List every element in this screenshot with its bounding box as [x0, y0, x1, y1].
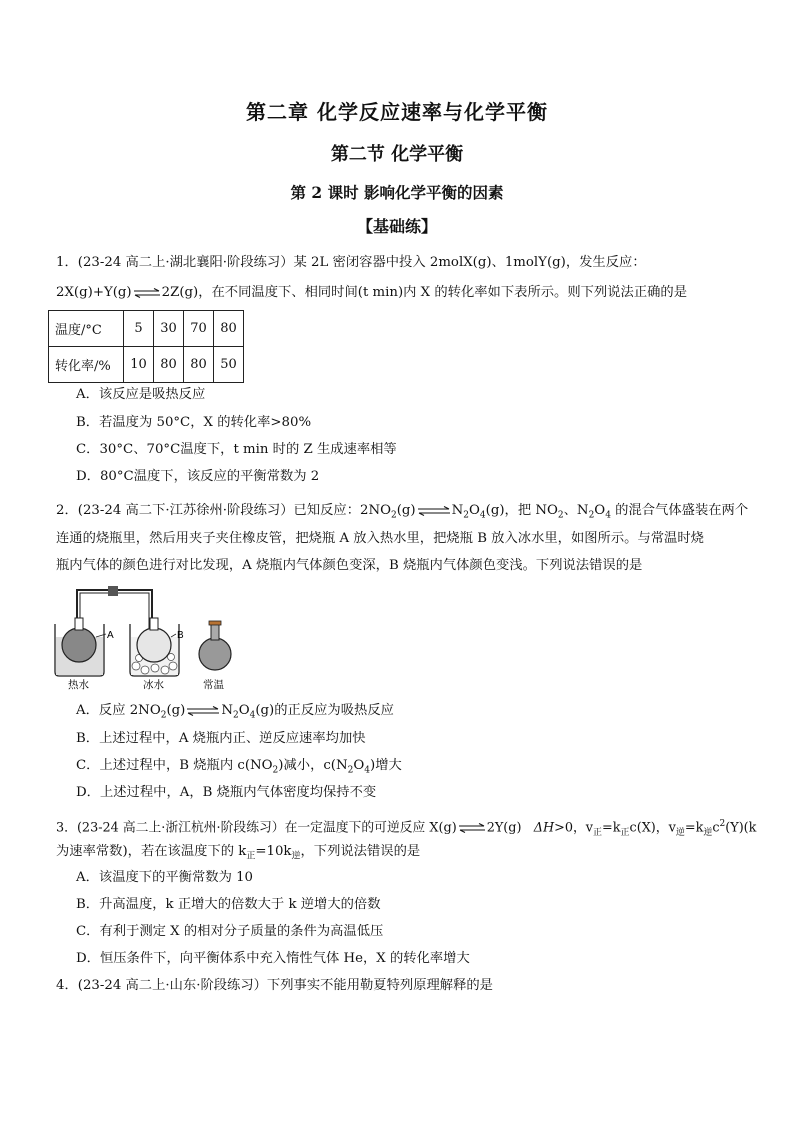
stopper-icon	[209, 621, 221, 625]
q3-text: c	[712, 820, 720, 836]
section-title: 第二节 化学平衡	[330, 144, 464, 165]
q2-text: (g)	[396, 503, 416, 518]
q3-line2	[56, 843, 420, 866]
q3-option-d: D．恒压条件下，向平衡体系中充入惰性气体 He，X 的转化率增大	[76, 951, 470, 966]
table-cell: 10	[124, 347, 154, 383]
label-room-temp: 常温	[203, 679, 224, 691]
q2-text: )增大	[370, 758, 402, 773]
equilibrium-arrow-icon	[185, 706, 221, 716]
q1-option-c: C．30°C、70°C温度下，t min 时的 Z 生成速率相等	[76, 442, 397, 457]
subscript: 逆	[703, 827, 713, 838]
subscript: 正	[620, 827, 630, 838]
table-cell: 30	[154, 311, 184, 347]
table-cell: 80	[214, 311, 244, 347]
q2-text: O	[353, 758, 365, 773]
q2-text: N	[221, 703, 233, 718]
superscript: 2	[719, 819, 726, 829]
q1-option-d: D．80°C温度下，该反应的平衡常数为 2	[76, 469, 320, 484]
subscript: 2	[463, 510, 469, 521]
table-cell: 80	[154, 347, 184, 383]
flask-b	[137, 628, 171, 662]
q1-option-b: B．若温度为 50°C，X 的转化率>80%	[76, 415, 312, 430]
label-b: B	[177, 630, 184, 641]
table-cell: 80	[184, 347, 214, 383]
table-row	[49, 311, 244, 347]
flask-b-neck	[150, 618, 158, 630]
subscript: 2	[557, 510, 564, 521]
flask-a	[62, 628, 96, 662]
q3-text: (Y)(k	[725, 820, 757, 836]
q1-line1: 1．(23-24 高二上·湖北襄阳·阶段练习）某 2L 密闭容器中投入 2molX(g)、1molY(g)，发生反应：	[56, 255, 646, 270]
equilibrium-arrow-icon	[457, 823, 487, 833]
subscript: 4	[249, 710, 256, 721]
q2-text: C．上述过程中，B 烧瓶内 c(NO	[76, 758, 273, 773]
subscript: 4	[479, 510, 486, 521]
connecting-tube	[77, 590, 152, 634]
q2-option-d: D．上述过程中，A，B 烧瓶内气体密度均保持不变	[76, 785, 377, 800]
q1-option-a: A．该反应是吸热反应	[76, 387, 206, 402]
equilibrium-arrow-icon	[132, 288, 162, 298]
q2-line1	[56, 502, 748, 525]
q2-text: 的混合气体盛装在两个	[610, 503, 749, 518]
subscript: 2	[272, 765, 279, 776]
subscript: 正	[593, 827, 603, 838]
q2-text: (g)的正反应为吸热反应	[255, 703, 394, 718]
q3-option-a: A．该温度下的平衡常数为 10	[76, 870, 254, 885]
table-cell: 70	[184, 311, 214, 347]
q3-option-b: B．升高温度，k 正增大的倍数大于 k 逆增大的倍数	[76, 897, 381, 912]
subscript: 逆	[675, 827, 685, 838]
table-cell: 转化率/%	[49, 347, 124, 383]
subscript: 2	[588, 510, 595, 521]
q1-line2	[56, 284, 687, 302]
q2-option-c	[76, 757, 402, 780]
exercise-label: 【基础练】	[356, 217, 437, 236]
subscript: 正	[246, 851, 256, 862]
q3-line1	[56, 815, 756, 842]
lesson-title: 第 2 课时 影响化学平衡的因素	[290, 183, 504, 202]
chapter-title: 第二章 化学反应速率与化学平衡	[246, 100, 548, 124]
table-row	[49, 347, 244, 383]
q2-text: (g)	[166, 703, 186, 718]
q3-text: =k	[684, 820, 704, 836]
table-cell: 温度/°C	[49, 311, 124, 347]
q2-text: O	[238, 703, 250, 718]
q2-text: )减小，c(N	[278, 758, 348, 773]
q2-text: 2．(23-24 高二下·江苏徐州·阶段练习）已知反应：2NO	[56, 503, 391, 518]
q2-text: 、N	[563, 503, 589, 518]
q3-text: >0，v	[554, 820, 594, 836]
table-cell: 50	[214, 347, 244, 383]
clamp-icon	[108, 586, 118, 596]
label-a: A	[107, 630, 114, 641]
label-ice-water: 冰水	[143, 679, 164, 691]
flask-a-neck	[75, 618, 83, 630]
q2-text: N	[451, 503, 464, 518]
equilibrium-arrow-icon	[416, 506, 452, 516]
subscript: 4	[364, 765, 371, 776]
subscript: 逆	[291, 851, 301, 862]
subscript: 2	[232, 710, 239, 721]
q2-text: O	[469, 503, 480, 518]
q3-text: ，下列说法错误的是	[300, 844, 421, 859]
q3-text: ΔH	[533, 820, 555, 836]
flask-room	[199, 638, 231, 670]
subscript: 2	[391, 510, 397, 521]
q2-text: A．反应 2NO	[76, 703, 161, 718]
q3-text: =10k	[255, 844, 292, 859]
q2-text: (g)，把 NO	[485, 503, 558, 518]
connecting-tube-inner	[80, 593, 149, 634]
q3-text: 为速率常数)，若在该温度下的 k	[56, 844, 247, 859]
table-cell: 5	[124, 311, 154, 347]
q1-equation-right: 2Z(g)，在不同温度下、相同时间(t min)内 X 的转化率如下表所示。则下列说法正确的是	[161, 285, 687, 300]
q2-option-b: B．上述过程中，A 烧瓶内正、逆反应速率均加快	[76, 731, 366, 746]
subscript: 2	[160, 710, 167, 721]
q3-text: c(X)，v	[629, 820, 676, 836]
q2-text: O	[594, 503, 606, 518]
q2-option-a	[76, 702, 394, 725]
conversion-table	[48, 310, 244, 383]
q1-equation-left: 2X(g)+Y(g)	[56, 285, 132, 300]
q2-line2: 连通的烧瓶里，然后用夹子夹住橡皮管，把烧瓶 A 放入热水里，把烧瓶 B 放入冰水里，如图所示。与常温时烧	[56, 531, 704, 546]
q2-line3: 瓶内气体的颜色进行对比发现，A 烧瓶内气体颜色变深，B 烧瓶内气体颜色变浅。下列说法错误的是	[56, 558, 643, 573]
apparatus-figure	[50, 582, 250, 692]
q3-text: 3．(23-24 高二上·浙江杭州·阶段练习）在一定温度下的可逆反应 X(g)	[56, 820, 457, 836]
subscript: 4	[605, 510, 611, 521]
q3-text: =k	[602, 820, 621, 836]
q4-line1: 4．(23-24 高二上·山东·阶段练习）下列事实不能用勒夏特列原理解释的是	[56, 978, 493, 993]
q3-text: 2Y(g)	[486, 820, 522, 836]
label-hot-water: 热水	[68, 679, 89, 691]
flask-room-neck	[211, 624, 219, 640]
q3-option-c: C．有利于测定 X 的相对分子质量的条件为高温低压	[76, 924, 384, 939]
subscript: 2	[347, 765, 354, 776]
